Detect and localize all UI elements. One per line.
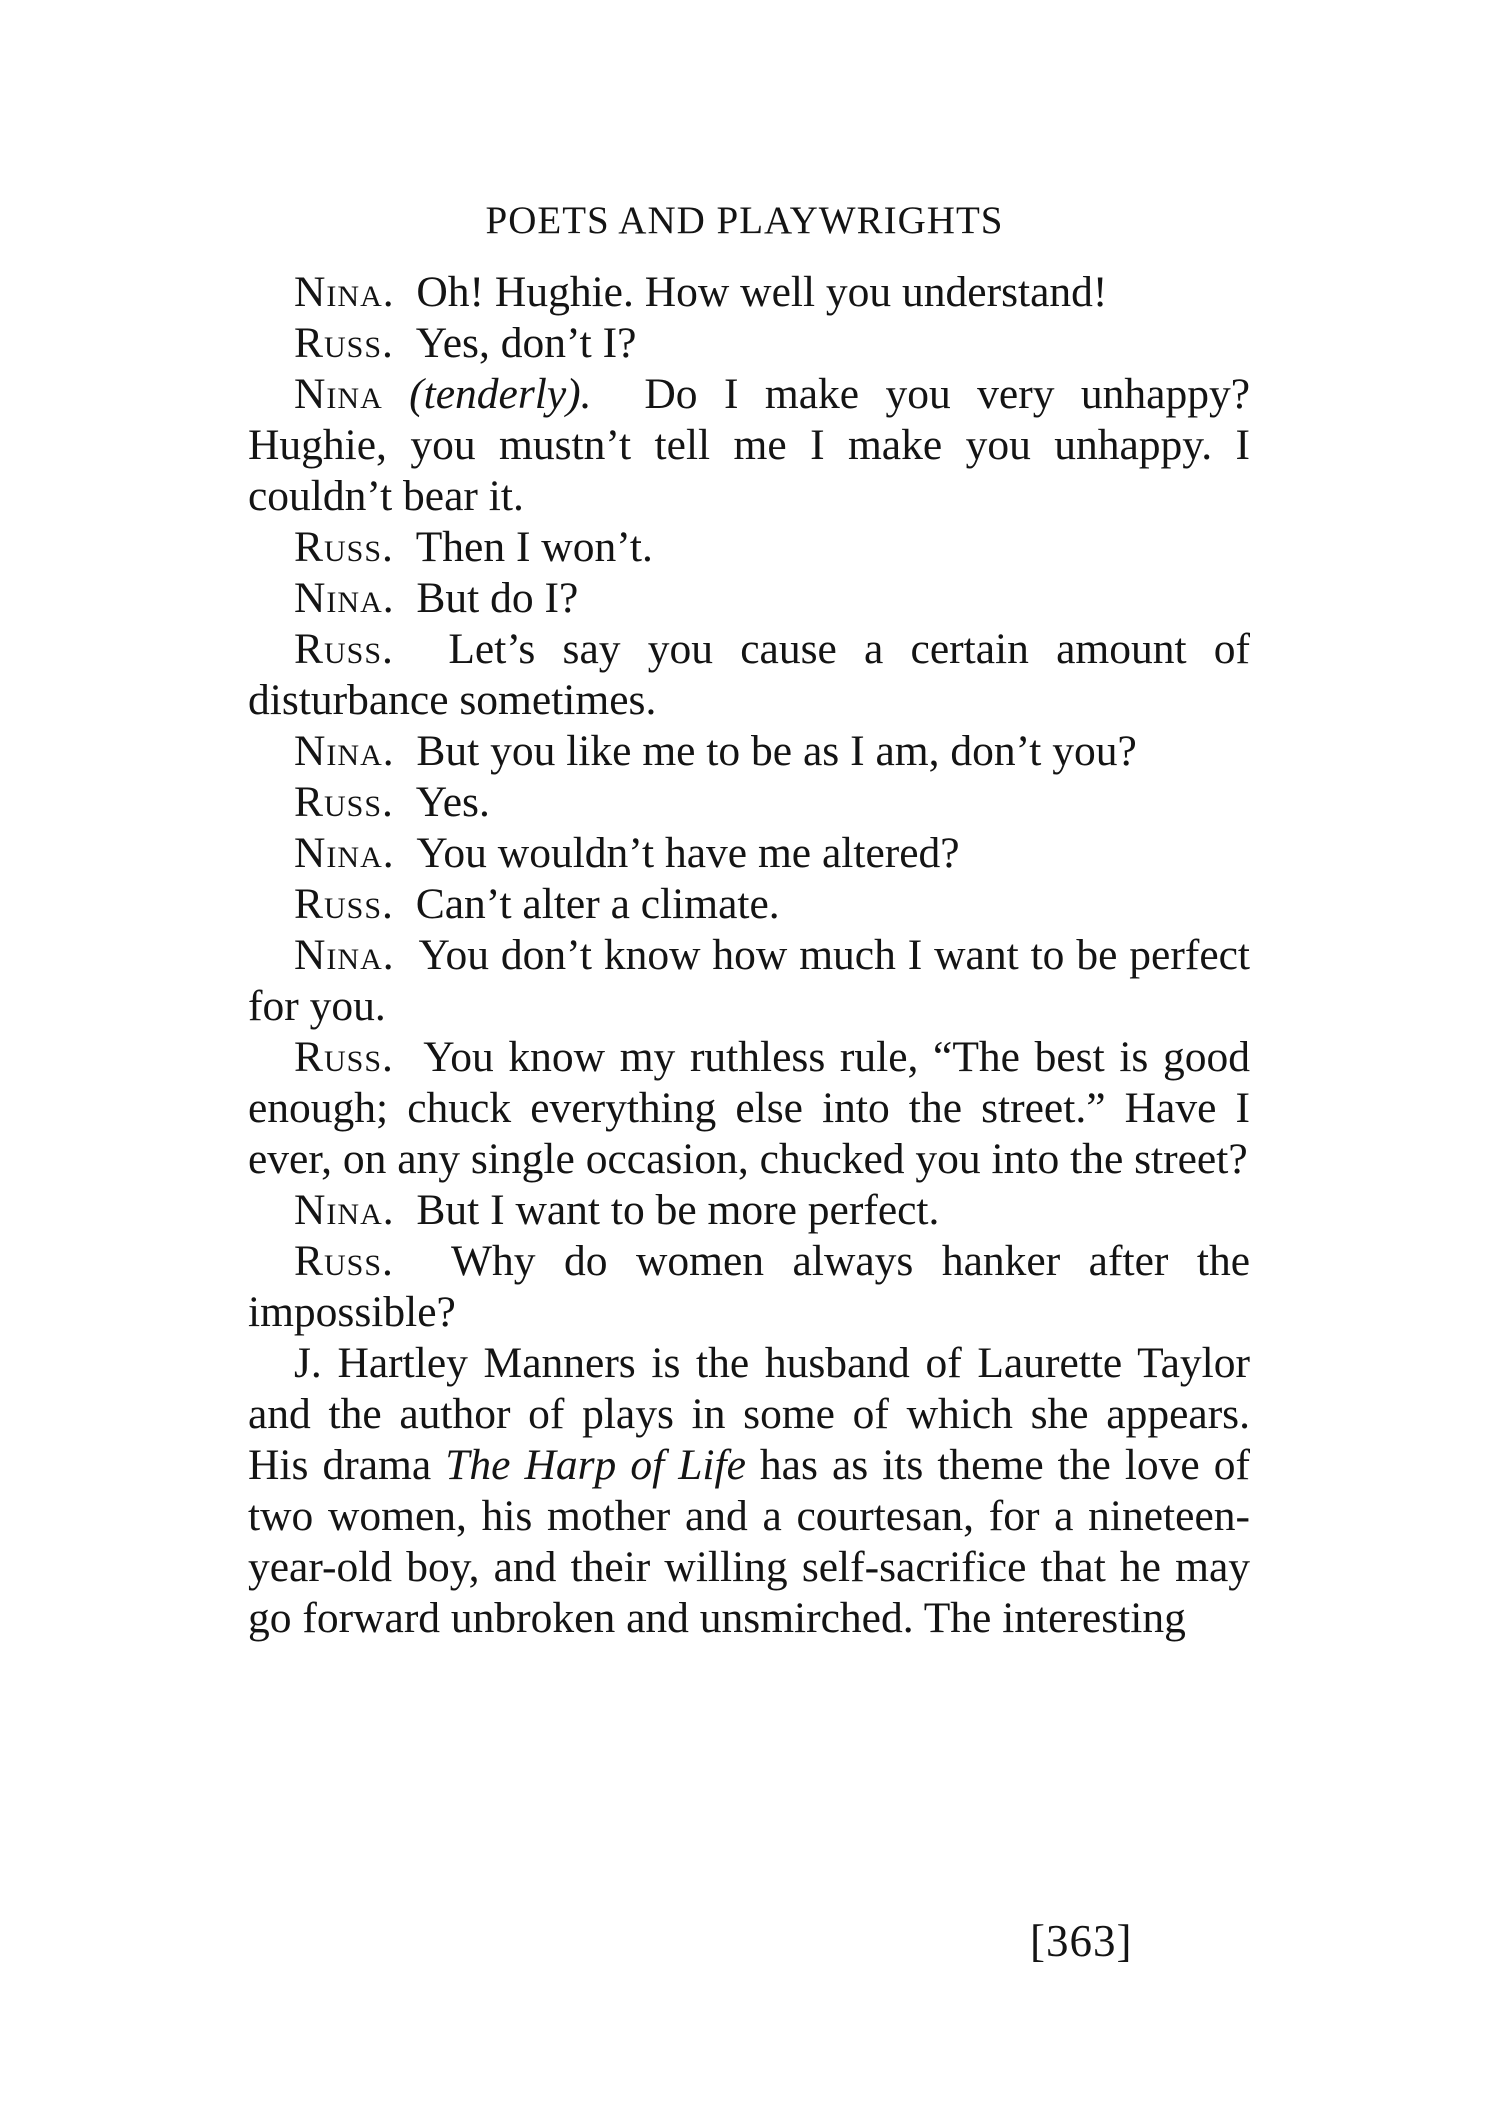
speech-text: Do I make you very unhappy? Hughie, you mustn’t tell me I make you unhappy. I couldn’t bear it. <box>248 370 1250 520</box>
dialogue-line <box>248 726 1250 777</box>
speaker-name: Nina. <box>294 829 395 877</box>
page-number: [363] <box>1030 1916 1133 1966</box>
speaker-name: Nina. <box>294 727 395 775</box>
speaker-name: Russ. <box>294 880 394 928</box>
speech-text: Can’t alter a climate. <box>415 880 780 928</box>
running-head: POETS AND PLAYWRIGHTS <box>485 199 1004 242</box>
speech-text: But do I? <box>416 574 579 622</box>
speech-text: But I want to be more perfect. <box>416 1186 940 1234</box>
speech-text: Then I won’t. <box>415 523 653 571</box>
speaker-name: Nina <box>294 370 383 418</box>
dialogue-line <box>248 777 1250 828</box>
speech-text: Why do women always hanker after the impossible? <box>248 1237 1250 1336</box>
dialogue-line <box>248 369 1250 522</box>
speech-text: Oh! Hughie. How well you understand! <box>416 268 1108 316</box>
speaker-name: Nina. <box>294 574 395 622</box>
body-text <box>248 267 1250 1644</box>
speaker-name: Russ. <box>294 319 394 367</box>
commentary-paragraph <box>248 1338 1250 1644</box>
speaker-name: Russ. <box>294 1237 394 1285</box>
dialogue-line <box>248 1032 1250 1185</box>
speech-text: You wouldn’t have me altered? <box>416 829 960 877</box>
speaker-name: Russ. <box>294 625 394 673</box>
speech-text: But you like me to be as I am, don’t you? <box>416 727 1137 775</box>
dialogue-line <box>248 624 1250 726</box>
commentary-text: has as its theme the love of two women, his mother and a courtesan, for a nineteen-year-old boy, and their willing self-sacrifice that he may go forward unbroken and unsmirched. The interesting <box>248 1441 1250 1642</box>
dialogue-line <box>248 267 1250 318</box>
dialogue-line <box>248 879 1250 930</box>
play-title: The Harp of Life <box>445 1441 746 1489</box>
dialogue-line <box>248 522 1250 573</box>
speaker-name: Nina. <box>294 931 395 979</box>
speech-text: You don’t know how much I want to be perfect for you. <box>248 931 1251 1030</box>
speaker-name: Nina. <box>294 268 395 316</box>
dialogue-line <box>248 1236 1250 1338</box>
speech-text: Let’s say you cause a certain amount of disturbance sometimes. <box>248 625 1250 724</box>
speaker-name: Russ. <box>294 523 394 571</box>
speaker-name: Russ. <box>294 778 394 826</box>
dialogue-line <box>248 1185 1250 1236</box>
stage-direction: (tenderly). <box>409 370 592 418</box>
speech-text: Yes. <box>415 778 490 826</box>
speaker-name: Nina. <box>294 1186 395 1234</box>
speech-text: You know my ruthless rule, “The best is good enough; chuck everything else into the street.” Have I ever, on any single occasion, chucked you into the street? <box>248 1033 1250 1183</box>
speaker-name: Russ. <box>294 1033 394 1081</box>
speech-text: Yes, don’t I? <box>415 319 637 367</box>
dialogue-line <box>248 828 1250 879</box>
commentary-text: J. Hartley Manners is the husband of Laurette Taylor and the author of plays in some of which she appears. His drama <box>248 1339 1250 1489</box>
dialogue-line <box>248 930 1250 1032</box>
dialogue-line <box>248 318 1250 369</box>
dialogue-line <box>248 573 1250 624</box>
